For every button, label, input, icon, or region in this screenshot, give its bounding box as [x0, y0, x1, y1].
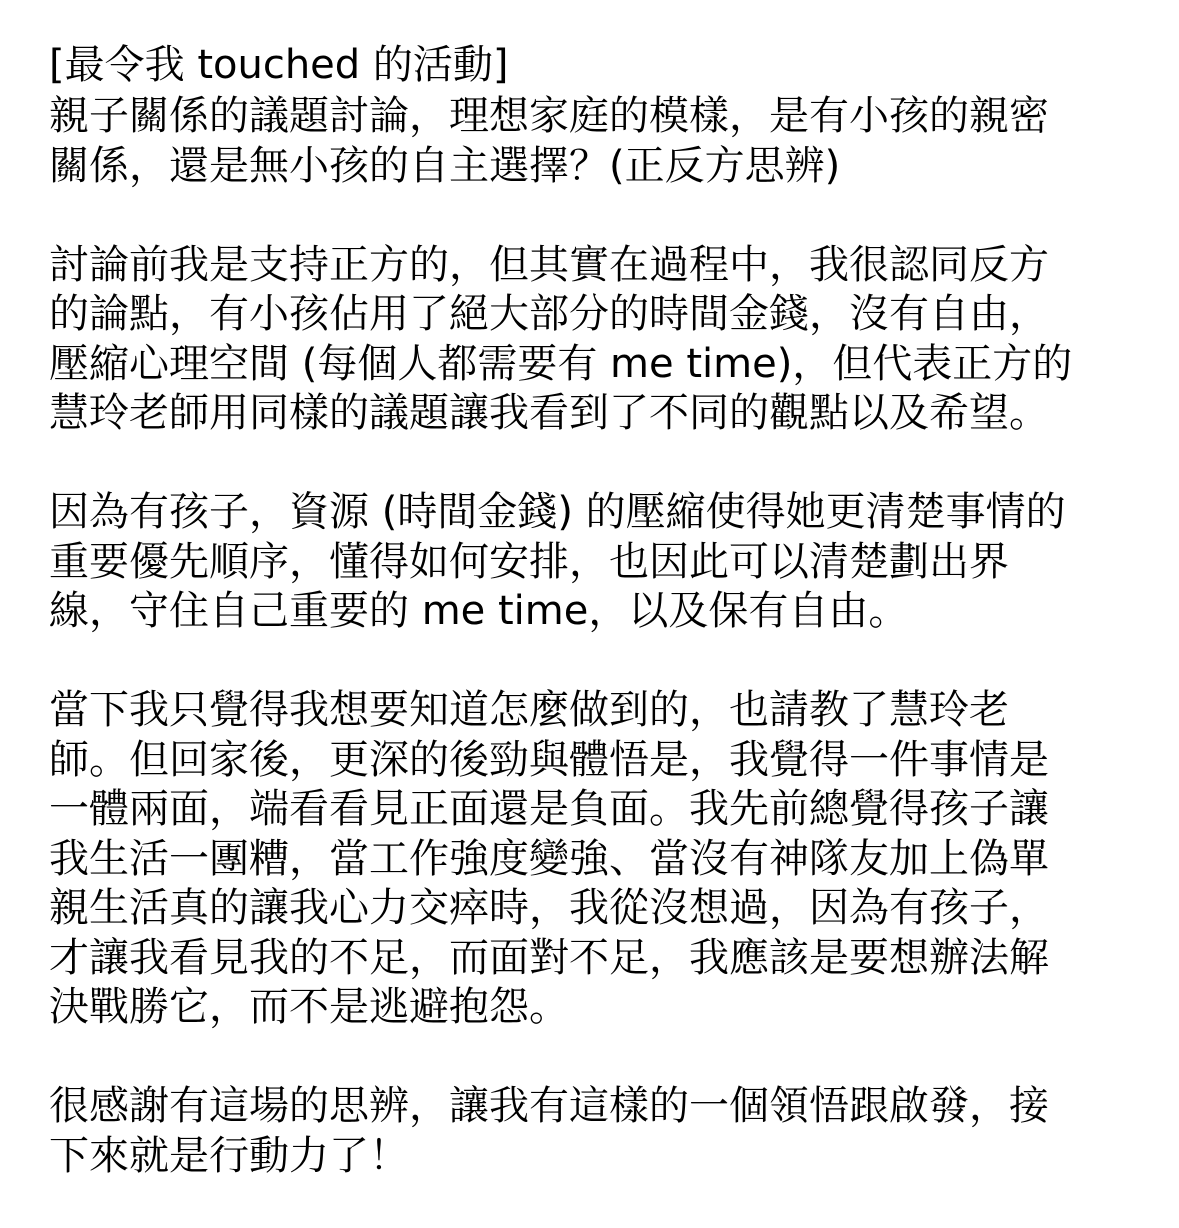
text-line: 一體兩面，端看看見正面還是負面。我先前總覺得孩子讓 [49, 786, 1049, 832]
text-line: 的論點，有小孩佔用了絕大部分的時間金錢，沒有自由， [49, 291, 1049, 337]
text-line: 親生活真的讓我心力交瘁時，我從沒想過，因為有孩子， [49, 885, 1049, 931]
text-line: 我生活一團糟，當工作強度變強、當沒有神隊友加上偽單 [49, 835, 1049, 882]
text-line: 下來就是行動力了！ [49, 1132, 409, 1179]
paragraph-gap [49, 1033, 1159, 1083]
text-line: 關係，還是無小孩的自主選擇？(正反方思辨) [49, 142, 841, 189]
paragraph-gratitude [49, 1082, 1159, 1181]
text-line: 師。但回家後，更深的後勁與體悟是，我覺得一件事情是 [49, 736, 1049, 783]
text-line: 討論前我是支持正方的，但其實在過程中，我很認同反方 [49, 241, 1049, 288]
text-line: 當下我只覺得我想要知道怎麼做到的，也請教了慧玲老 [49, 687, 1009, 733]
note-heading: [最令我 touched 的活動] [49, 42, 509, 88]
text-line: 因為有孩子，資源 (時間金錢) 的壓縮使得她更清楚事情的 [49, 489, 1066, 535]
note-body [49, 38, 1159, 1181]
paragraph-topic [49, 92, 1159, 191]
text-line: 慧玲老師用同樣的議題讓我看到了不同的觀點以及希望。 [49, 390, 1049, 436]
text-line: 決戰勝它，而不是逃避抱怨。 [49, 984, 569, 1030]
text-line: 線，守住自己重要的 me time，以及保有自由。 [49, 588, 909, 634]
paragraph-gap [49, 191, 1159, 241]
text-line: 親子關係的議題討論，理想家庭的模樣，是有小孩的親密 [49, 93, 1049, 139]
paragraph-because-children [49, 488, 1159, 637]
paragraph-gap [49, 439, 1159, 489]
paragraph-before-discussion [49, 241, 1159, 439]
text-line: 才讓我看見我的不足，而面對不足，我應該是要想辦法解 [49, 934, 1049, 981]
text-line: 壓縮心理空間 (每個人都需要有 me time)，但代表正方的 [49, 340, 1073, 387]
paragraph-gap [49, 637, 1159, 687]
text-line: 重要優先順序，懂得如何安排，也因此可以清楚劃出界 [49, 538, 1009, 585]
paragraph-reflection [49, 686, 1159, 1033]
text-line: 很感謝有這場的思辨，讓我有這樣的一個領悟跟啟發，接 [49, 1083, 1049, 1129]
